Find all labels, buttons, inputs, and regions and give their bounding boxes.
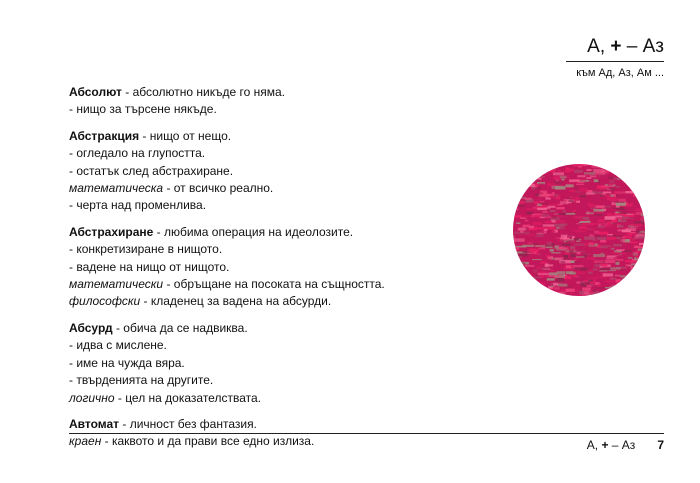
cross-icon: + xyxy=(610,36,622,57)
entry-line: - идва с мислене. xyxy=(69,338,167,353)
entry-qualified-text: - кладенец за вадена на абсурди. xyxy=(140,294,332,309)
entry-line: - твърденията на другите. xyxy=(69,373,214,388)
entry-qualifier: логично xyxy=(69,390,115,405)
textured-circle-illustration xyxy=(512,163,646,297)
entry-absurd xyxy=(69,320,449,407)
entry-qualifier: философски xyxy=(69,294,141,309)
footer-rule xyxy=(69,433,664,434)
entry-term: Абсолют xyxy=(69,85,122,99)
running-footer xyxy=(587,437,664,453)
entry-absolyut xyxy=(69,84,449,119)
entry-line: - име на чужда вяра. xyxy=(69,355,185,370)
entry-definition: - нищо от нещо. xyxy=(139,128,232,143)
textured-circle-icon xyxy=(512,163,646,297)
running-header xyxy=(587,36,664,61)
entry-abstraktsiya xyxy=(69,128,449,215)
cross-icon: + xyxy=(601,438,609,452)
entry-line: - нищо за търсене някъде. xyxy=(69,102,217,117)
entry-qualifier: математическа xyxy=(69,181,164,196)
entry-qualified-text: - цел на доказателствата. xyxy=(114,390,261,405)
entry-qualifier: математически xyxy=(69,277,164,292)
entry-abstrahirane xyxy=(69,224,449,311)
entry-line: - черта над променлива. xyxy=(69,198,207,213)
entry-term: Абсурд xyxy=(69,320,113,335)
entry-definition: - личност без фантазия. xyxy=(119,416,257,431)
entry-qualified-text: - каквото и да прави все едно излиза. xyxy=(101,434,315,449)
entry-qualified-text: - от всичко реално. xyxy=(163,181,274,196)
entry-term: Автомат xyxy=(69,416,120,431)
header-title: А, + – Аз xyxy=(587,36,664,57)
page-number: 7 xyxy=(657,438,664,452)
entry-definition: - абсолютно никъде го няма. xyxy=(121,85,286,99)
entry-definition: - любима операция на идеолозите. xyxy=(153,224,354,239)
entry-definition: - обича да се надвиква. xyxy=(112,320,248,335)
entry-term: Абстракция xyxy=(69,128,140,143)
entry-line: - вадене на нищо от нищото. xyxy=(69,259,230,274)
entry-qualifier: краен xyxy=(69,434,102,449)
entry-qualified-text: - обръщане на посоката на същността. xyxy=(163,277,385,292)
entry-line: - конкретизиране в нищото. xyxy=(69,242,223,257)
dictionary-entries xyxy=(69,84,449,460)
footer-title: А, + – Аз xyxy=(586,438,636,452)
entry-line: - огледало на глупостта. xyxy=(69,146,206,161)
entry-line: - остатък след абстрахиране. xyxy=(69,163,234,178)
entry-term: Абстрахиране xyxy=(69,224,154,239)
header-subtitle: към Ад, Аз, Ам ... xyxy=(576,67,664,79)
header-rule xyxy=(566,61,664,62)
